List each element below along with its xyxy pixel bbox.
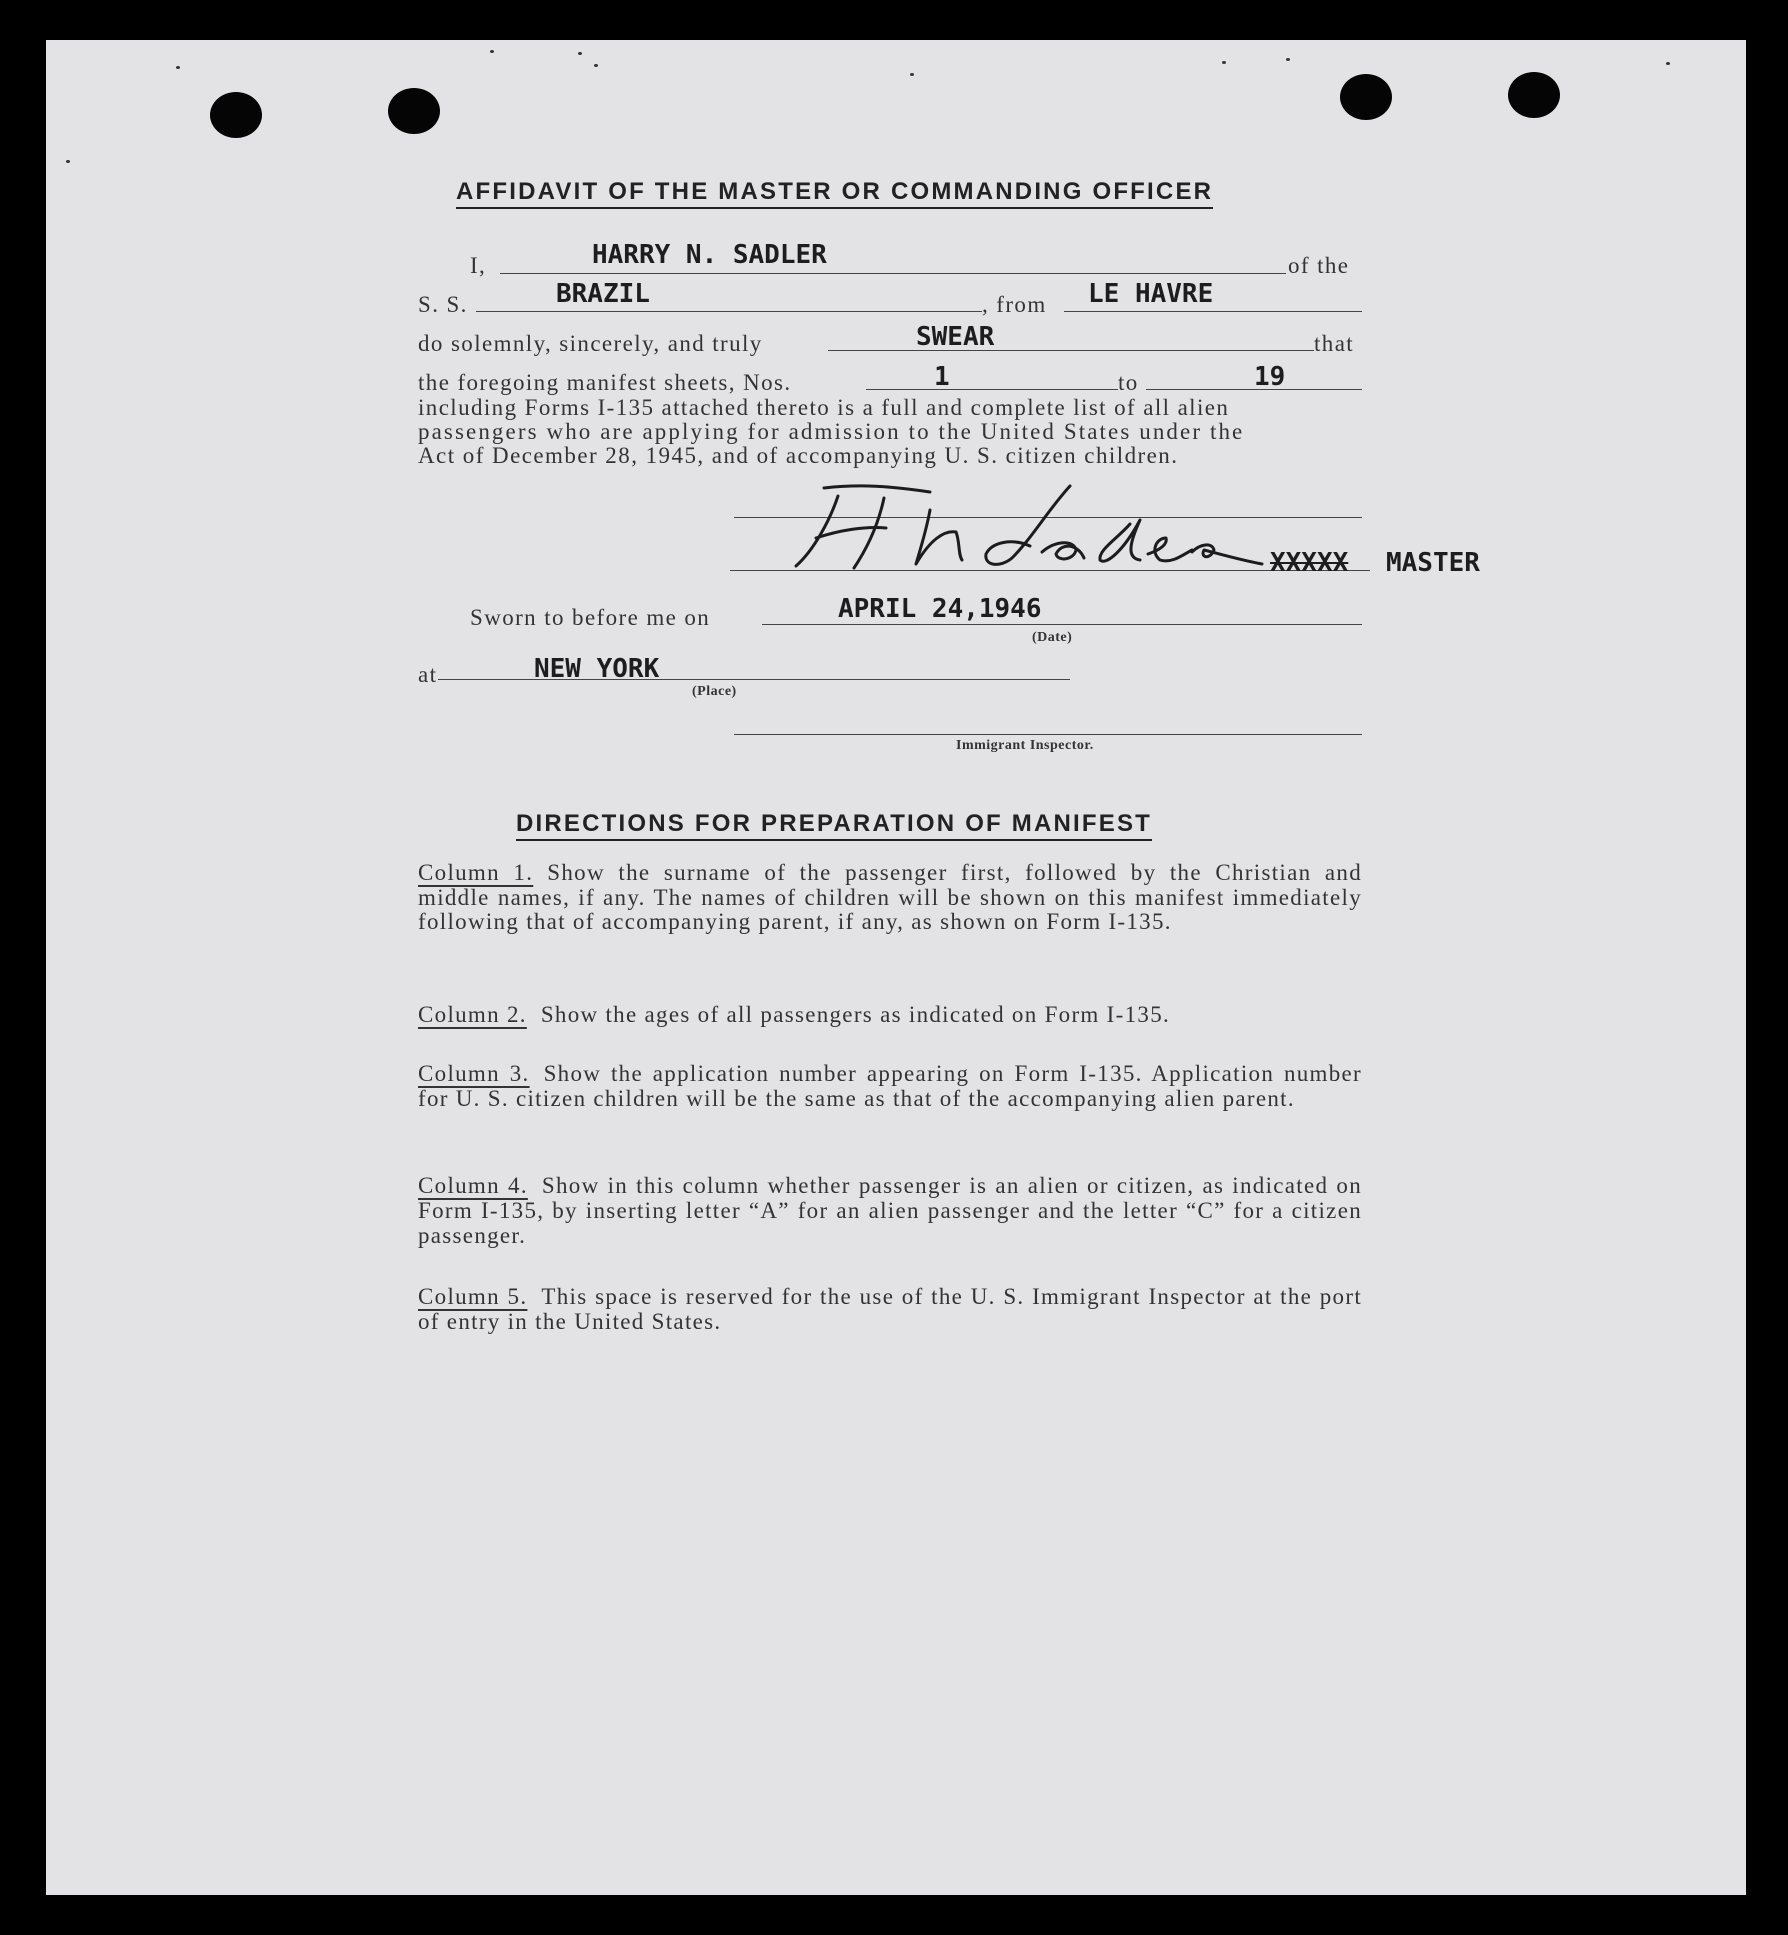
- master-name-line: [500, 273, 1286, 274]
- place-caption: (Place): [692, 684, 737, 699]
- ship-name-field: BRAZIL: [556, 279, 650, 309]
- sworn-date-line: [762, 624, 1362, 625]
- column-2-text: Show the ages of all passengers as indicated on Form I-135.: [540, 1002, 1171, 1027]
- column-1-label: Column 1.: [418, 860, 534, 885]
- affidavit-body-line: passengers who are applying for admission to the United States under the: [418, 419, 1245, 444]
- sheet-from-line: [866, 389, 1118, 390]
- affidavit-body-line: Act of December 28, 1945, and of accompanying U. S. citizen children.: [418, 443, 1179, 468]
- master-signature: [780, 480, 1270, 580]
- master-title-struck: XXXXX: [1270, 548, 1349, 578]
- scan-speck: [594, 64, 598, 67]
- column-4-label: Column 4.: [418, 1173, 528, 1198]
- scan-speck: [1666, 62, 1670, 65]
- scan-speck: [1286, 58, 1290, 61]
- column-5-label: Column 5.: [418, 1284, 528, 1309]
- place-line: [438, 679, 1070, 680]
- scan-speck: [1222, 61, 1226, 64]
- sworn-label: Sworn to before me on: [470, 605, 711, 630]
- ss-label: S. S.: [418, 292, 468, 317]
- i-label: I,: [470, 253, 487, 278]
- column-3-label: Column 3.: [418, 1061, 530, 1086]
- scan-speck: [910, 73, 914, 76]
- swear-intro-label: do solemnly, sincerely, and truly: [418, 331, 763, 356]
- punch-hole: [1508, 72, 1560, 118]
- column-4-text: Show in this column whether passenger is an alien or citizen, as indicated on Form I-135, by inserting letter “A” for an alien passenger and the letter “C” for a citizen passenger.: [418, 1173, 1362, 1248]
- column-3-text: Show the application number appearing on Form I-135. Application number for U. S. citizen children will be the same as that of the accompanying alien parent.: [418, 1061, 1362, 1111]
- directions-heading: DIRECTIONS FOR PREPARATION OF MANIFEST: [516, 810, 1152, 841]
- column-5-direction: [418, 1285, 1362, 1334]
- oath-line: [828, 350, 1314, 351]
- punch-hole: [1340, 74, 1392, 120]
- sheet-to-field: 19: [1254, 362, 1286, 392]
- place-field: NEW YORK: [534, 654, 660, 684]
- punch-hole: [388, 88, 440, 134]
- date-caption: (Date): [1032, 630, 1073, 645]
- sheet-from-field: 1: [934, 362, 950, 392]
- port-from-line: [1064, 311, 1362, 312]
- document-sheet: [46, 40, 1746, 1895]
- scan-speck: [490, 50, 494, 53]
- column-1-direction: [418, 861, 1362, 935]
- scan-speck: [578, 52, 582, 55]
- affidavit-heading: AFFIDAVIT OF THE MASTER OR COMMANDING OFFICER: [456, 178, 1213, 209]
- column-1-text: Show the surname of the passenger first, followed by the Christian and middle names, if any. The names of children will be shown on this manifest immediately following that of accompanying parent, if any, as shown on Form I-135.: [418, 860, 1362, 934]
- column-4-direction: [418, 1173, 1362, 1248]
- sworn-date-field: APRIL 24,1946: [838, 594, 1042, 624]
- scan-speck: [176, 66, 180, 69]
- affidavit-body-line: including Forms I-135 attached thereto is a full and complete list of all alien: [418, 395, 1230, 420]
- inspector-caption: Immigrant Inspector.: [956, 738, 1094, 753]
- scan-speck: [66, 160, 70, 163]
- ship-name-line: [476, 311, 982, 312]
- column-3-direction: [418, 1061, 1362, 1111]
- of-the-label: of the: [1288, 253, 1350, 278]
- column-2-label: Column 2.: [418, 1002, 527, 1027]
- master-title: MASTER: [1386, 548, 1480, 578]
- column-5-text: This space is reserved for the use of the U. S. Immigrant Inspector at the port of entry in the United States.: [418, 1284, 1363, 1334]
- punch-hole: [210, 92, 262, 138]
- master-name-field: HARRY N. SADLER: [592, 240, 827, 270]
- at-label: at: [418, 662, 438, 687]
- oath-field: SWEAR: [916, 322, 995, 352]
- to-label: to: [1118, 370, 1139, 395]
- that-label: that: [1314, 331, 1355, 356]
- column-2-direction: [418, 1003, 1362, 1028]
- sheets-label: the foregoing manifest sheets, Nos.: [418, 370, 792, 395]
- port-from-field: LE HAVRE: [1088, 279, 1214, 309]
- from-label: , from: [982, 292, 1047, 317]
- inspector-signature-line: [734, 734, 1362, 735]
